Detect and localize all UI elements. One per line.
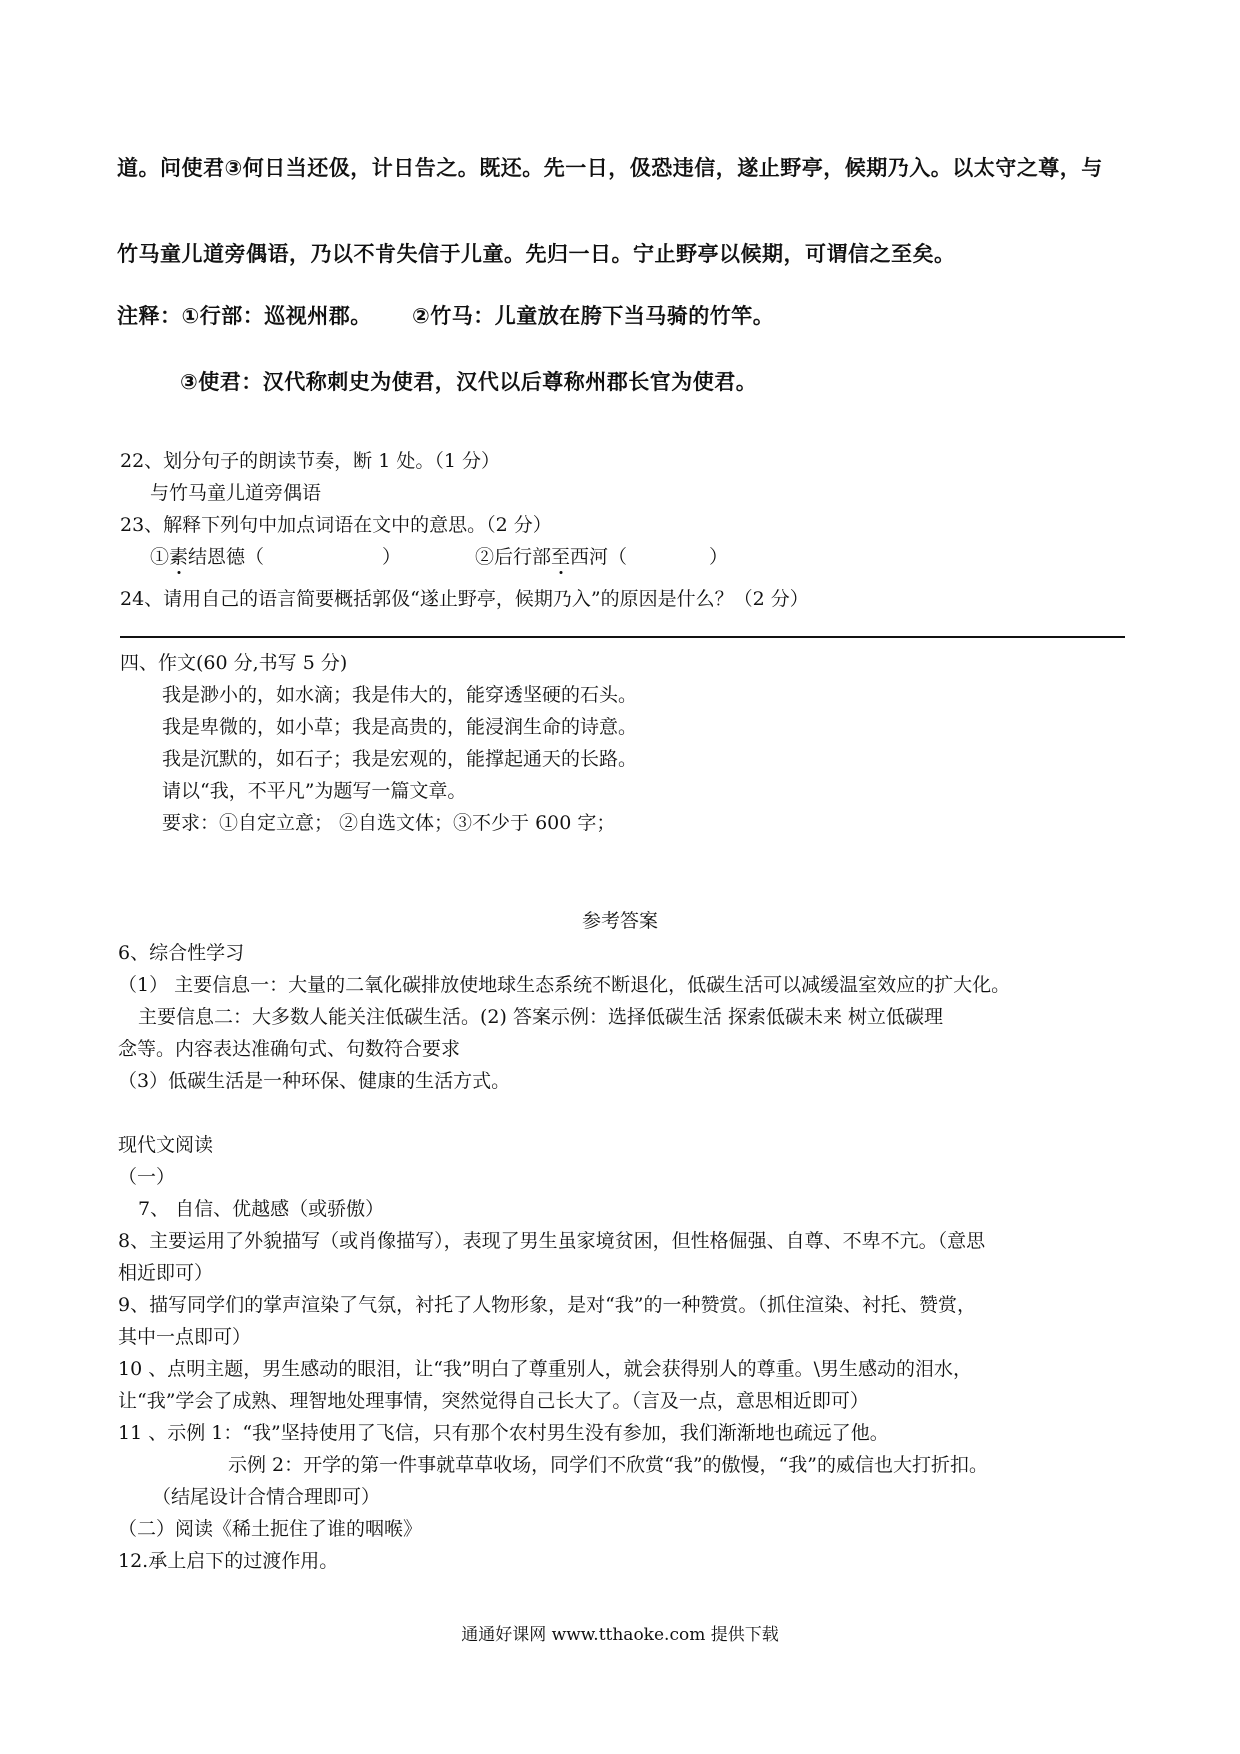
answers-title: 参考答案: [581, 910, 658, 932]
item-a-close: ）: [382, 546, 402, 568]
note-3: ③使君：汉代称刺史为使君，汉代以后尊称州郡长官为使君。: [180, 370, 758, 394]
essay-heading: 四、作文(60 分,书写 5 分): [120, 652, 348, 674]
part-1-heading: （一）: [118, 1166, 176, 1188]
answer-10-line-2: 让“我”学会了成熟、理智地处理事情，突然觉得自己长大了。（言及一点，意思相近即可）: [118, 1390, 869, 1412]
modern-reading-heading: 现代文阅读: [118, 1134, 214, 1156]
essay-requirements: 要求：①自定立意； ②自选文体；③不少于 600 字；: [162, 812, 616, 834]
item-a-dotted-word: 素: [169, 546, 189, 568]
item-b-prefix: ②后行部: [475, 546, 552, 568]
answer-6-heading: 6、综合性学习: [118, 942, 245, 964]
part-2-heading: （二）阅读《稀土扼住了谁的咽喉》: [118, 1518, 423, 1540]
answer-7: 7、 自信、优越感（或骄傲）: [138, 1198, 385, 1220]
question-24: 24、请用自己的语言简要概括郭伋“遂止野亭，候期乃入”的原因是什么？（2 分）: [120, 588, 809, 610]
answer-11-line-1: 11 、示例 1：“我”坚持使用了飞信，只有那个农村男生没有参加，我们渐渐地也疏远了他。: [118, 1422, 889, 1444]
question-23-item-b: [475, 542, 728, 569]
item-b-text: 西河（: [570, 546, 628, 568]
answer-6-line-2: 主要信息二：大多数人能关注低碳生活。(2) 答案示例：选择低碳生活 探索低碳未来 树立低碳理: [138, 1006, 944, 1028]
question-22: 22、划分句子的朗读节奏，断 1 处。（1 分）: [120, 450, 500, 472]
answer-6-line-1: （1） 主要信息一：大量的二氧化碳排放使地球生态系统不断退化，低碳生活可以减缓温室效应的扩大化。: [118, 974, 1011, 996]
footer-text: 通通好课网 www.tthaoke.com 提供下载: [461, 1625, 779, 1645]
essay-line-1: 我是渺小的，如水滴；我是伟大的，能穿透坚硬的石头。: [162, 684, 638, 706]
item-a-prefix: ①: [150, 546, 170, 568]
note-2: ②竹马：儿童放在胯下当马骑的竹竿。: [412, 304, 775, 328]
item-b-close: ）: [709, 546, 729, 568]
section-divider: [120, 636, 1125, 638]
question-23-item-a: [150, 542, 401, 569]
answer-9-line-2: 其中一点即可）: [118, 1326, 252, 1348]
passage-line-1: 道。问使君③何日当还伋，计日告之。既还。先一日，伋恐违信，遂止野亭，候期乃入。以太守之尊，与: [117, 156, 1103, 180]
question-23: 23、解释下列句中加点词语在文中的意思。（2 分）: [120, 514, 552, 536]
answer-10-line-1: 10 、点明主题，男生感动的眼泪，让“我”明白了尊重别人，就会获得别人的尊重。\男生感动的泪水，: [118, 1358, 973, 1380]
item-a-text: 结恩德（: [188, 546, 265, 568]
note-1: 注释：①行部：巡视州郡。: [117, 304, 372, 328]
question-22-sentence: 与竹马童儿道旁偶语: [150, 482, 322, 504]
answer-8-line-2: 相近即可）: [118, 1262, 214, 1284]
answer-12: 12.承上启下的过渡作用。: [118, 1550, 339, 1572]
answer-9-line-1: 9、描写同学们的掌声渲染了气氛，衬托了人物形象，是对“我”的一种赞赏。（抓住渲染、衬托、赞赏，: [118, 1294, 977, 1316]
item-b-dotted-word: 至: [551, 546, 571, 568]
answer-8-line-1: 8、主要运用了外貌描写（或肖像描写），表现了男生虽家境贫困，但性格倔强、自尊、不卑不亢。（意思: [118, 1230, 986, 1252]
essay-line-2: 我是卑微的，如小草；我是高贵的，能浸润生命的诗意。: [162, 716, 638, 738]
answer-6-line-4: （3）低碳生活是一种环保、健康的生活方式。: [118, 1070, 511, 1092]
passage-line-2: 竹马童儿道旁偶语，乃以不肯失信于儿童。先归一日。宁止野亭以候期，可谓信之至矣。: [117, 242, 956, 266]
answer-11-line-2: 示例 2：开学的第一件事就草草收场，同学们不欣赏“我”的傲慢，“我”的威信也大打折扣。: [228, 1454, 988, 1476]
essay-line-4: 请以“我，不平凡”为题写一篇文章。: [162, 780, 467, 802]
answer-6-line-3: 念等。内容表达准确句式、句数符合要求: [118, 1038, 461, 1060]
essay-line-3: 我是沉默的，如石子；我是宏观的，能撑起通天的长路。: [162, 748, 638, 770]
answer-11-line-3: （结尾设计合情合理即可）: [152, 1486, 381, 1508]
